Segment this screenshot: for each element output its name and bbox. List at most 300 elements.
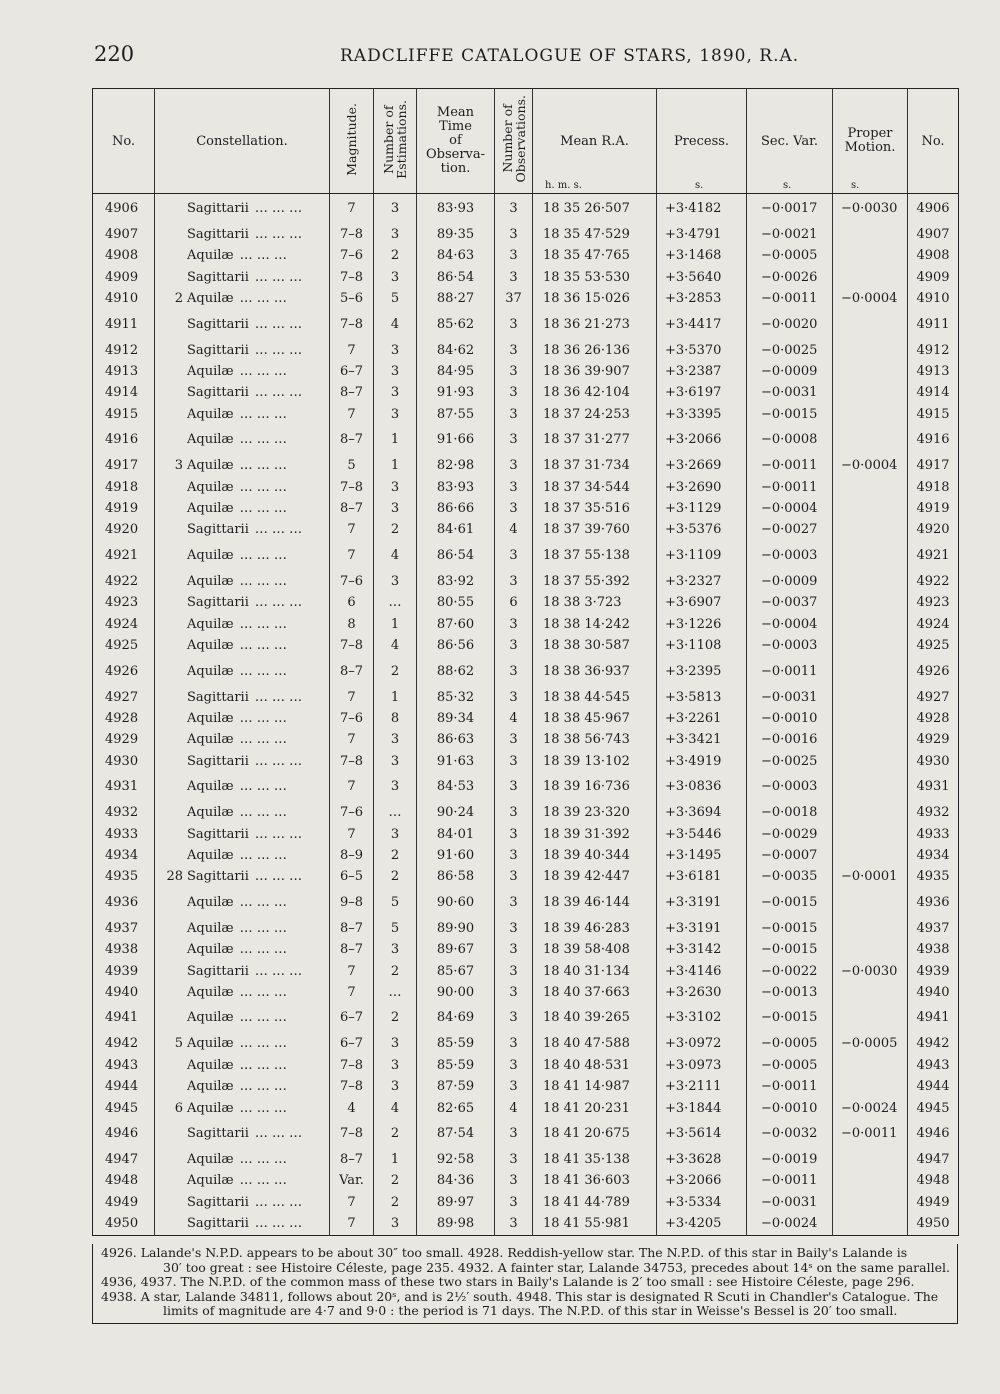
star-number-right-cell: 4950 xyxy=(908,1213,959,1235)
constellation-cell xyxy=(155,455,330,476)
estimations-cell: 3 xyxy=(374,477,417,498)
table-row xyxy=(93,888,959,918)
proper-motion-cell xyxy=(833,888,908,918)
table-row xyxy=(93,1076,959,1097)
star-number-right-cell: 4942 xyxy=(908,1033,959,1054)
constellation-cell xyxy=(155,802,330,823)
proper-motion-cell: −0·0030 xyxy=(833,194,908,225)
magnitude-cell: 7 xyxy=(330,1213,374,1235)
star-number-right-cell: 4935 xyxy=(908,866,959,887)
star-number-right-cell: 4948 xyxy=(908,1170,959,1191)
mean-time-cell: 85·62 xyxy=(417,310,495,340)
estimations-cell: 3 xyxy=(374,939,417,960)
star-number-right-cell: 4929 xyxy=(908,729,959,750)
mean-ra-cell: 18 38 44·545 xyxy=(533,687,657,708)
secular-variation-cell: −0·0011 xyxy=(747,1076,833,1097)
star-number-right-cell: 4917 xyxy=(908,455,959,476)
constellation-name: Aquilæ xyxy=(187,1036,234,1052)
estimations-cell: 3 xyxy=(374,382,417,403)
constellation-name: Aquilæ xyxy=(187,547,234,563)
mean-time-cell: 84·62 xyxy=(417,340,495,361)
leader-dots: … … … xyxy=(254,595,303,611)
estimations-cell: 2 xyxy=(374,961,417,982)
leader-dots: … … … xyxy=(254,689,303,705)
leader-dots: … … … xyxy=(239,1036,287,1052)
constellation-cell xyxy=(155,729,330,750)
precession-cell: +3·6907 xyxy=(657,592,747,613)
mean-time-cell: 84·36 xyxy=(417,1170,495,1191)
estimations-cell: 8 xyxy=(374,708,417,729)
table-row xyxy=(93,982,959,1003)
leader-dots: … … … xyxy=(239,1010,287,1026)
star-number-right-cell: 4925 xyxy=(908,635,959,656)
mean-ra-cell: 18 36 15·026 xyxy=(533,288,657,309)
star-number-cell: 4948 xyxy=(93,1170,155,1191)
mean-time-cell: 86·63 xyxy=(417,729,495,750)
precession-cell: +3·2327 xyxy=(657,571,747,592)
leader-dots: … … … xyxy=(254,963,303,979)
proper-motion-cell xyxy=(833,592,908,613)
mean-time-cell: 86·58 xyxy=(417,866,495,887)
mean-time-cell: 88·62 xyxy=(417,657,495,687)
precession-cell: +3·2690 xyxy=(657,477,747,498)
mean-ra-cell: 18 39 31·392 xyxy=(533,824,657,845)
secular-variation-cell: −0·0003 xyxy=(747,541,833,571)
magnitude-cell: 6–5 xyxy=(330,866,374,887)
precession-cell: +3·0973 xyxy=(657,1055,747,1076)
leader-dots: … … … xyxy=(239,616,287,632)
star-number-cell: 4933 xyxy=(93,824,155,845)
page-number: 220 xyxy=(94,42,135,66)
star-number-right-cell: 4927 xyxy=(908,687,959,708)
observations-cell: 3 xyxy=(495,361,533,382)
mean-ra-cell: 18 39 58·408 xyxy=(533,939,657,960)
flamsteed-number: 2 xyxy=(174,291,183,307)
header-row xyxy=(93,89,959,194)
secular-variation-cell: −0·0013 xyxy=(747,982,833,1003)
proper-motion-cell xyxy=(833,751,908,772)
secular-variation-cell: −0·0011 xyxy=(747,477,833,498)
precession-cell: +3·1468 xyxy=(657,245,747,266)
proper-motion-cell xyxy=(833,404,908,425)
leader-dots: … … … xyxy=(239,984,287,1000)
header-magnitude: Magnitude. xyxy=(330,89,374,194)
estimations-cell: 2 xyxy=(374,845,417,866)
star-number-cell: 4921 xyxy=(93,541,155,571)
mean-time-cell: 86·54 xyxy=(417,541,495,571)
secular-variation-cell: −0·0035 xyxy=(747,866,833,887)
secular-variation-cell: −0·0007 xyxy=(747,845,833,866)
mean-ra-cell: 18 41 20·675 xyxy=(533,1119,657,1149)
flamsteed-number: 6 xyxy=(174,1100,183,1116)
magnitude-cell: 7–8 xyxy=(330,224,374,245)
star-number-right-cell: 4945 xyxy=(908,1098,959,1119)
precession-cell: +3·1226 xyxy=(657,614,747,635)
observations-cell: 3 xyxy=(495,982,533,1003)
mean-time-cell: 90·60 xyxy=(417,888,495,918)
proper-motion-cell: −0·0030 xyxy=(833,961,908,982)
constellation-cell xyxy=(155,1033,330,1054)
constellation-name: Sagittarii xyxy=(187,342,249,358)
mean-time-cell: 84·63 xyxy=(417,245,495,266)
observations-cell: 3 xyxy=(495,455,533,476)
observations-cell: 3 xyxy=(495,1192,533,1213)
star-number-cell: 4937 xyxy=(93,918,155,939)
magnitude-cell: 7–8 xyxy=(330,310,374,340)
star-number-right-cell: 4947 xyxy=(908,1149,959,1170)
proper-motion-cell xyxy=(833,772,908,802)
mean-ra-cell: 18 35 47·765 xyxy=(533,245,657,266)
observations-cell: 3 xyxy=(495,224,533,245)
precession-cell: +3·1108 xyxy=(657,635,747,656)
precession-cell: +3·2111 xyxy=(657,1076,747,1097)
observations-cell: 3 xyxy=(495,802,533,823)
mean-ra-cell: 18 35 53·530 xyxy=(533,267,657,288)
magnitude-cell: 5–6 xyxy=(330,288,374,309)
mean-ra-cell: 18 36 42·104 xyxy=(533,382,657,403)
precession-cell: +3·4919 xyxy=(657,751,747,772)
proper-motion-cell xyxy=(833,982,908,1003)
leader-dots: … … … xyxy=(239,1079,287,1095)
observations-cell: 3 xyxy=(495,845,533,866)
magnitude-cell: 7–6 xyxy=(330,802,374,823)
observations-cell: 3 xyxy=(495,918,533,939)
table-row xyxy=(93,657,959,687)
observations-cell: 3 xyxy=(495,425,533,455)
mean-time-cell: 89·98 xyxy=(417,1213,495,1235)
leader-dots: … … … xyxy=(239,573,287,589)
constellation-cell xyxy=(155,845,330,866)
proper-motion-cell xyxy=(833,845,908,866)
mean-time-cell: 87·55 xyxy=(417,404,495,425)
observations-cell: 3 xyxy=(495,729,533,750)
magnitude-cell: 5 xyxy=(330,455,374,476)
star-number-right-cell: 4941 xyxy=(908,1003,959,1033)
star-number-right-cell: 4932 xyxy=(908,802,959,823)
flamsteed-number: 3 xyxy=(174,458,183,474)
star-number-right-cell: 4933 xyxy=(908,824,959,845)
mean-ra-cell: 18 38 36·937 xyxy=(533,657,657,687)
star-number-right-cell: 4937 xyxy=(908,918,959,939)
constellation-cell xyxy=(155,751,330,772)
estimations-cell: 4 xyxy=(374,541,417,571)
header-mean-ra-units: h. m. s. xyxy=(545,180,582,191)
star-number-right-cell: 4912 xyxy=(908,340,959,361)
table-row xyxy=(93,224,959,245)
constellation-name: Aquilæ xyxy=(187,1152,234,1167)
table-row xyxy=(93,498,959,519)
table-row xyxy=(93,614,959,635)
magnitude-cell: 7 xyxy=(330,340,374,361)
star-number-cell: 4949 xyxy=(93,1192,155,1213)
secular-variation-cell: −0·0005 xyxy=(747,245,833,266)
mean-ra-cell: 18 38 3·723 xyxy=(533,592,657,613)
constellation-name: Aquilæ xyxy=(187,501,234,517)
secular-variation-cell: −0·0019 xyxy=(747,1149,833,1170)
star-number-cell: 4916 xyxy=(93,425,155,455)
constellation-name: Aquilæ xyxy=(187,638,234,654)
secular-variation-cell: −0·0021 xyxy=(747,224,833,245)
constellation-name: Aquilæ xyxy=(187,479,234,495)
star-number-cell: 4924 xyxy=(93,614,155,635)
magnitude-cell: 7–6 xyxy=(330,571,374,592)
table-row xyxy=(93,824,959,845)
estimations-cell: 2 xyxy=(374,1003,417,1033)
mean-time-cell: 90·00 xyxy=(417,982,495,1003)
constellation-name: Sagittarii xyxy=(187,595,249,611)
constellation-cell xyxy=(155,1055,330,1076)
table-row xyxy=(93,194,959,225)
mean-time-cell: 86·66 xyxy=(417,498,495,519)
star-number-cell: 4917 xyxy=(93,455,155,476)
magnitude-cell: 8–7 xyxy=(330,1149,374,1170)
observations-cell: 6 xyxy=(495,592,533,613)
proper-motion-cell xyxy=(833,571,908,592)
star-number-right-cell: 4915 xyxy=(908,404,959,425)
secular-variation-cell: −0·0010 xyxy=(747,708,833,729)
leader-dots: … … … xyxy=(239,942,287,958)
secular-variation-cell: −0·0011 xyxy=(747,455,833,476)
star-number-cell: 4928 xyxy=(93,708,155,729)
mean-time-cell: 91·60 xyxy=(417,845,495,866)
star-number-cell: 4908 xyxy=(93,245,155,266)
mean-time-cell: 89·67 xyxy=(417,939,495,960)
leader-dots: … … … xyxy=(239,847,287,863)
constellation-cell xyxy=(155,1213,330,1235)
mean-ra-cell: 18 39 42·447 xyxy=(533,866,657,887)
header-estimations: Number of Estimations. xyxy=(374,89,417,194)
observations-cell: 3 xyxy=(495,824,533,845)
star-number-cell: 4932 xyxy=(93,802,155,823)
proper-motion-cell: −0·0005 xyxy=(833,1033,908,1054)
footnotes xyxy=(92,1244,958,1324)
table-row xyxy=(93,571,959,592)
constellation-name: Aquilæ xyxy=(187,248,234,264)
secular-variation-cell: −0·0029 xyxy=(747,824,833,845)
header-proper-motion: Proper Motion. s. xyxy=(833,89,908,194)
constellation-cell xyxy=(155,1149,330,1170)
observations-cell: 3 xyxy=(495,961,533,982)
star-number-cell: 4922 xyxy=(93,571,155,592)
secular-variation-cell: −0·0009 xyxy=(747,571,833,592)
estimations-cell: 4 xyxy=(374,635,417,656)
star-number-cell: 4947 xyxy=(93,1149,155,1170)
mean-ra-cell: 18 40 39·265 xyxy=(533,1003,657,1033)
constellation-cell xyxy=(155,592,330,613)
proper-motion-cell: −0·0004 xyxy=(833,288,908,309)
leader-dots: … … … xyxy=(239,406,287,422)
star-number-right-cell: 4913 xyxy=(908,361,959,382)
constellation-name: Aquilæ xyxy=(187,1010,234,1026)
mean-time-cell: 87·59 xyxy=(417,1076,495,1097)
mean-ra-cell: 18 36 26·136 xyxy=(533,340,657,361)
precession-cell: +3·2066 xyxy=(657,425,747,455)
constellation-cell xyxy=(155,571,330,592)
constellation-cell xyxy=(155,1003,330,1033)
secular-variation-cell: −0·0025 xyxy=(747,751,833,772)
header-mean-ra: Mean R.A. h. m. s. xyxy=(533,89,657,194)
secular-variation-cell: −0·0015 xyxy=(747,918,833,939)
constellation-cell xyxy=(155,477,330,498)
table-row xyxy=(93,288,959,309)
star-number-right-cell: 4924 xyxy=(908,614,959,635)
leader-dots: … … … xyxy=(239,1057,287,1073)
magnitude-cell: 6–7 xyxy=(330,361,374,382)
table-row xyxy=(93,939,959,960)
observations-cell: 3 xyxy=(495,404,533,425)
secular-variation-cell: −0·0031 xyxy=(747,382,833,403)
mean-ra-cell: 18 41 55·981 xyxy=(533,1213,657,1235)
estimations-cell: 3 xyxy=(374,361,417,382)
leader-dots: … … … xyxy=(239,663,287,679)
proper-motion-cell xyxy=(833,498,908,519)
constellation-name: Sagittarii xyxy=(187,316,249,332)
precession-cell: +3·1844 xyxy=(657,1098,747,1119)
constellation-name: Aquilæ xyxy=(187,942,234,958)
header-sec-var-units: s. xyxy=(783,180,792,191)
leader-dots: … … … xyxy=(239,291,287,307)
constellation-cell xyxy=(155,772,330,802)
precession-cell: +3·1129 xyxy=(657,498,747,519)
table-row xyxy=(93,1003,959,1033)
constellation-cell xyxy=(155,1098,330,1119)
table-row xyxy=(93,1055,959,1076)
constellation-name: Sagittarii xyxy=(187,1194,249,1210)
magnitude-cell: 7–6 xyxy=(330,245,374,266)
estimations-cell: 5 xyxy=(374,288,417,309)
precession-cell: +3·3102 xyxy=(657,1003,747,1033)
mean-ra-cell: 18 37 35·516 xyxy=(533,498,657,519)
constellation-name: Sagittarii xyxy=(187,1126,249,1141)
proper-motion-cell xyxy=(833,1149,908,1170)
table-row xyxy=(93,845,959,866)
precession-cell: +3·5376 xyxy=(657,519,747,540)
leader-dots: … … … xyxy=(254,227,303,242)
table-row xyxy=(93,802,959,823)
secular-variation-cell: −0·0004 xyxy=(747,614,833,635)
magnitude-cell: 8–7 xyxy=(330,657,374,687)
estimations-cell: 3 xyxy=(374,751,417,772)
mean-time-cell: 86·56 xyxy=(417,635,495,656)
estimations-cell: 3 xyxy=(374,267,417,288)
mean-ra-cell: 18 41 36·603 xyxy=(533,1170,657,1191)
leader-dots: … … … xyxy=(239,1100,287,1116)
constellation-name: Sagittarii xyxy=(187,753,249,769)
mean-ra-cell: 18 36 39·907 xyxy=(533,361,657,382)
header-constellation: Constellation. xyxy=(155,89,330,194)
star-number-right-cell: 4930 xyxy=(908,751,959,772)
secular-variation-cell: −0·0037 xyxy=(747,592,833,613)
footnote-line: 4936, 4937. The N.P.D. of the common mass of these two stars in Baily's Lalande is 2′ too small : see Histoire Céleste, page 296. xyxy=(101,1275,915,1289)
table-row xyxy=(93,519,959,540)
star-number-cell: 4938 xyxy=(93,939,155,960)
magnitude-cell: 7–8 xyxy=(330,1055,374,1076)
precession-cell: +3·3421 xyxy=(657,729,747,750)
table-row xyxy=(93,592,959,613)
proper-motion-cell xyxy=(833,635,908,656)
table-row xyxy=(93,477,959,498)
mean-time-cell: 83·92 xyxy=(417,571,495,592)
mean-time-cell: 82·65 xyxy=(417,1098,495,1119)
mean-time-cell: 87·60 xyxy=(417,614,495,635)
leader-dots: … … … xyxy=(239,805,287,821)
star-number-right-cell: 4914 xyxy=(908,382,959,403)
table-row xyxy=(93,751,959,772)
leader-dots: … … … xyxy=(239,547,287,563)
precession-cell: +3·3191 xyxy=(657,918,747,939)
star-number-cell: 4914 xyxy=(93,382,155,403)
constellation-name: Aquilæ xyxy=(187,779,234,795)
leader-dots: … … … xyxy=(254,316,303,332)
proper-motion-cell xyxy=(833,310,908,340)
star-number-cell: 4942 xyxy=(93,1033,155,1054)
mean-ra-cell: 18 38 14·242 xyxy=(533,614,657,635)
observations-cell: 3 xyxy=(495,1033,533,1054)
precession-cell: +3·6181 xyxy=(657,866,747,887)
mean-ra-cell: 18 40 47·588 xyxy=(533,1033,657,1054)
precession-cell: +3·3191 xyxy=(657,888,747,918)
observations-cell: 3 xyxy=(495,541,533,571)
table-row xyxy=(93,708,959,729)
table-row xyxy=(93,635,959,656)
table-row xyxy=(93,1149,959,1170)
secular-variation-cell: −0·0003 xyxy=(747,772,833,802)
observations-cell: 3 xyxy=(495,888,533,918)
proper-motion-cell xyxy=(833,477,908,498)
precession-cell: +3·4146 xyxy=(657,961,747,982)
proper-motion-cell xyxy=(833,541,908,571)
secular-variation-cell: −0·0011 xyxy=(747,657,833,687)
star-number-right-cell: 4911 xyxy=(908,310,959,340)
observations-cell: 3 xyxy=(495,751,533,772)
leader-dots: … … … xyxy=(239,920,287,936)
observations-cell: 3 xyxy=(495,571,533,592)
constellation-name: Sagittarii xyxy=(187,963,249,979)
proper-motion-cell xyxy=(833,224,908,245)
table-row xyxy=(93,267,959,288)
proper-motion-cell: −0·0011 xyxy=(833,1119,908,1149)
leader-dots: … … … xyxy=(239,638,287,654)
star-number-cell: 4912 xyxy=(93,340,155,361)
mean-time-cell: 86·54 xyxy=(417,267,495,288)
star-number-cell: 4943 xyxy=(93,1055,155,1076)
footnote-line: limits of magnitude are 4·7 and 9·0 : the period is 71 days. The N.P.D. of this star in Weisse's Bessel is 20′ too small. xyxy=(163,1304,898,1318)
observations-cell: 4 xyxy=(495,519,533,540)
mean-time-cell: 84·95 xyxy=(417,361,495,382)
mean-time-cell: 90·24 xyxy=(417,802,495,823)
precession-cell: +3·5640 xyxy=(657,267,747,288)
precession-cell: +3·3142 xyxy=(657,939,747,960)
star-number-right-cell: 4934 xyxy=(908,845,959,866)
mean-ra-cell: 18 38 30·587 xyxy=(533,635,657,656)
star-number-right-cell: 4949 xyxy=(908,1192,959,1213)
proper-motion-cell xyxy=(833,614,908,635)
constellation-cell xyxy=(155,708,330,729)
star-number-cell: 4946 xyxy=(93,1119,155,1149)
constellation-name: Aquilæ xyxy=(187,805,234,821)
flamsteed-number: 28 xyxy=(166,869,183,885)
precession-cell: +3·2261 xyxy=(657,708,747,729)
constellation-name: Aquilæ xyxy=(187,406,234,422)
observations-cell: 3 xyxy=(495,866,533,887)
constellation-name: Sagittarii xyxy=(187,385,249,401)
header-precess: Precess. s. xyxy=(657,89,747,194)
constellation-cell xyxy=(155,961,330,982)
secular-variation-cell: −0·0031 xyxy=(747,1192,833,1213)
mean-ra-cell: 18 37 34·544 xyxy=(533,477,657,498)
star-number-cell: 4931 xyxy=(93,772,155,802)
magnitude-cell: 7 xyxy=(330,687,374,708)
